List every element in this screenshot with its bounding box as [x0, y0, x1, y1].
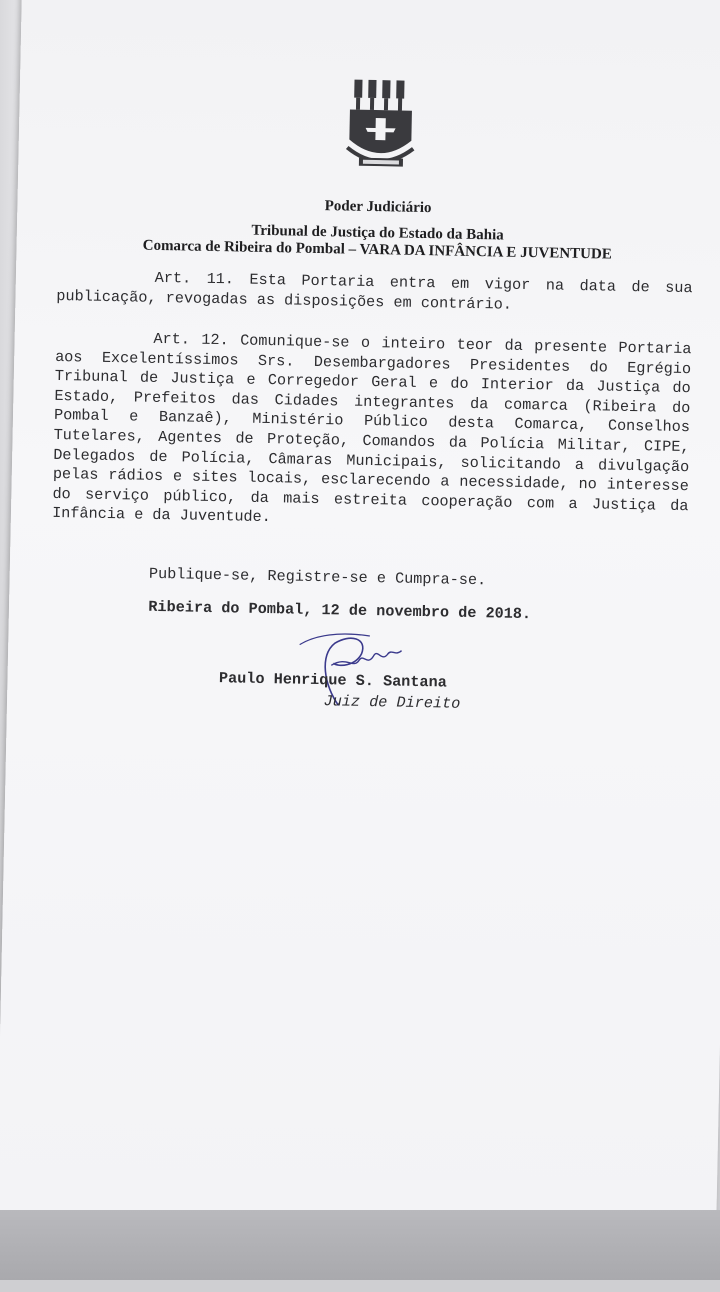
signatory-name: Paulo Henrique S. Santana [218, 669, 448, 692]
article-12: Art. 12. Comunique-se o inteiro teor da presente Portaria aos Excelentíssimos Srs. Desembargadores Presidentes do Egrégio Tribunal de Justiça e Corregedor Geral e do Interior da Justiça do Estado, Prefeitos das Cidades integrantes da comarca (Ribeira do Pombal e Banzaê), Ministério Público desta Comarca, Conselhos Tutelares, Agentes de Proteção, Comandos da Polícia Militar, CIPE, Delegados de Polícia, Câmaras Municipais, solicitando a divulgação pelas rádios e sites locais, esclarecendo a necessidade, no interesse do serviço público, da mais estreita cooperação com a Justiça da Infância e da Juventude. [51, 329, 692, 527]
document-date: Ribeira do Pombal, 12 de novembro de 2018. [148, 597, 532, 624]
article-11: Art. 11. Esta Portaria entra em vigor na data de sua publicação, revogadas as disposições em contrário. [56, 268, 693, 314]
signatory-role: Juiz de Direito [323, 692, 461, 713]
header-tribunal: Tribunal de Justiça do Estado da Bahia [251, 222, 504, 244]
document-content [37, 0, 701, 1292]
header-comarca: Comarca de Ribeira do Pombal – VARA DA INFÂNCIA E JUVENTUDE [142, 237, 612, 263]
header-poder-judiciario: Poder Judiciário [324, 198, 432, 217]
closing-formula: Publique-se, Registre-se e Cumpra-se. [148, 564, 487, 590]
bahia-judiciary-crest-icon [345, 77, 421, 178]
